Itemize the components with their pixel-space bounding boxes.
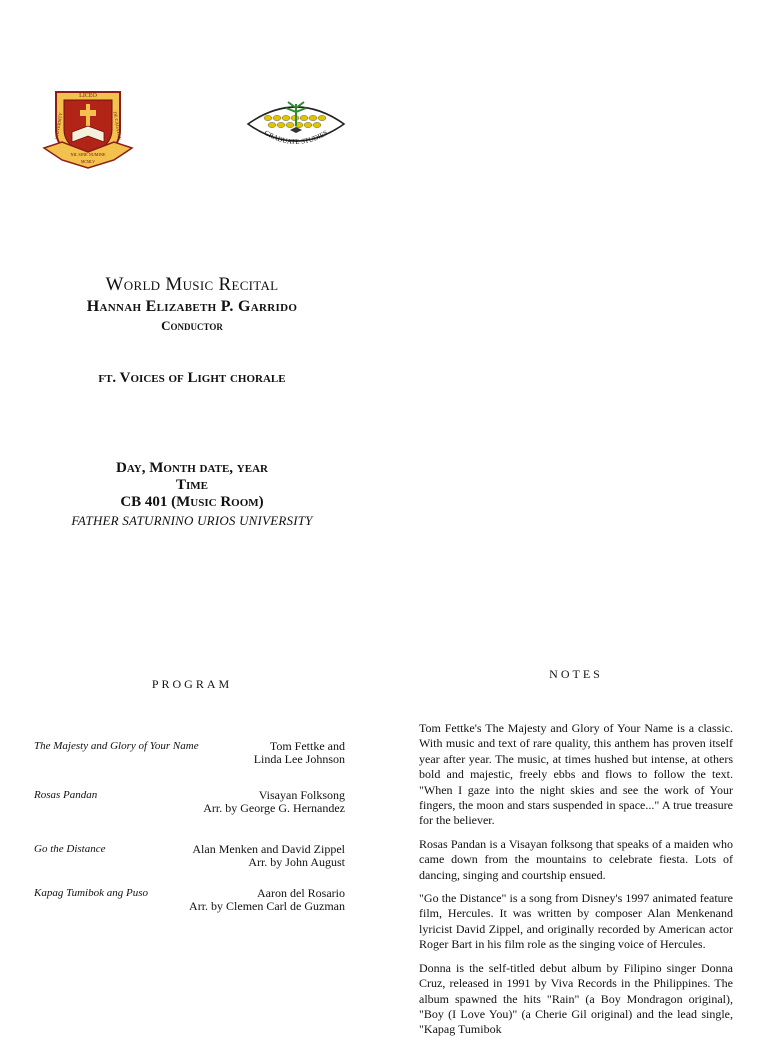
program-item-title: The Majesty and Glory of Your Name [34, 740, 199, 752]
recital-title: World Music Recital [105, 274, 279, 295]
program-item-composer: Alan Menken and David Zippel [192, 842, 345, 856]
crest-right-text: DE CAGAYAN [112, 111, 123, 141]
program-item-arranger: Arr. by Clemen Carl de Guzman [189, 899, 345, 913]
notes-heading: NOTES [549, 667, 603, 681]
program-item-title: Kapag Tumibok ang Puso [34, 887, 148, 899]
crest-motto: NIL SINE NUMINE [70, 152, 106, 157]
note-paragraph: Rosas Pandan is a Visayan folksong that speaks of a maiden who came down from the mountains to celebrate fiesta. Lots of dancing, singing and courtship ensued. [419, 836, 733, 882]
program-item-credit [203, 789, 345, 815]
program-item-arranger: Linda Lee Johnson [253, 752, 345, 766]
school-name: FATHER SATURNINO URIOS UNIVERSITY [71, 513, 313, 528]
program-item-credit [254, 740, 345, 766]
university-crest-logo [42, 86, 134, 170]
conductor-name: Hannah Elizabeth P. Garrido [86, 298, 298, 315]
program-item-composer: Visayan Folksong [258, 788, 345, 802]
event-venue: CB 401 (Music Room) [120, 494, 264, 510]
graduate-studies-logo [244, 96, 348, 152]
program-item-credit [192, 843, 345, 869]
program-heading: PROGRAM [151, 677, 233, 691]
note-paragraph: Donna is the self-titled debut album by Filipino singer Donna Cruz, released in 1991 by Viva Records in the Philippines. The album spawned the hits "Rain" (a Boy Mondragon original), "Boy (I Love You)" (a Cherie Gil original) and the lead single, "Kapag Tumibok [419, 960, 733, 1037]
featuring-chorale: ft. Voices of Light chorale [98, 370, 286, 386]
note-paragraph: Tom Fettke's The Majesty and Glory of Your Name is a classic. With music and text of rare quality, this anthem has proven itself year after year. The music, at times hushed but intense, at others bold and majestic, freely ebbs and flows to follow the text. "When I gaze into the night skies and see the work of Your fingers, the moon and stars suspended in space..." A true treasure for the believer. [419, 721, 733, 828]
program-item-title: Go the Distance [34, 843, 106, 855]
program-item-credit [189, 887, 345, 913]
graduate-studies-text: GRADUATE STUDIES [262, 128, 330, 147]
crest-left-text: UNIVERSITY [53, 112, 64, 140]
conductor-role: Conductor [161, 318, 223, 333]
crest-top-text: LICEO [79, 93, 97, 99]
event-time: Time [175, 477, 208, 493]
event-date: Day, Month date, year [116, 460, 268, 476]
crest-year: MCMLV [81, 160, 95, 164]
program-item-title: Rosas Pandan [34, 789, 98, 801]
note-paragraph: "Go the Distance" is a song from Disney's 1997 animated feature film, Hercules. It was written by composer Alan Menkenand lyricist David Zippel, and originally recorded by American actor Roger Bart in his film role as the singing voice of Hercules. [419, 891, 733, 952]
program-item-arranger: Arr. by George G. Hernandez [203, 801, 345, 815]
program-item-arranger: Arr. by John August [248, 855, 345, 869]
program-item-composer: Aaron del Rosario [257, 886, 345, 900]
notes-body [419, 721, 733, 1046]
program-item-composer: Tom Fettke and [269, 739, 345, 753]
